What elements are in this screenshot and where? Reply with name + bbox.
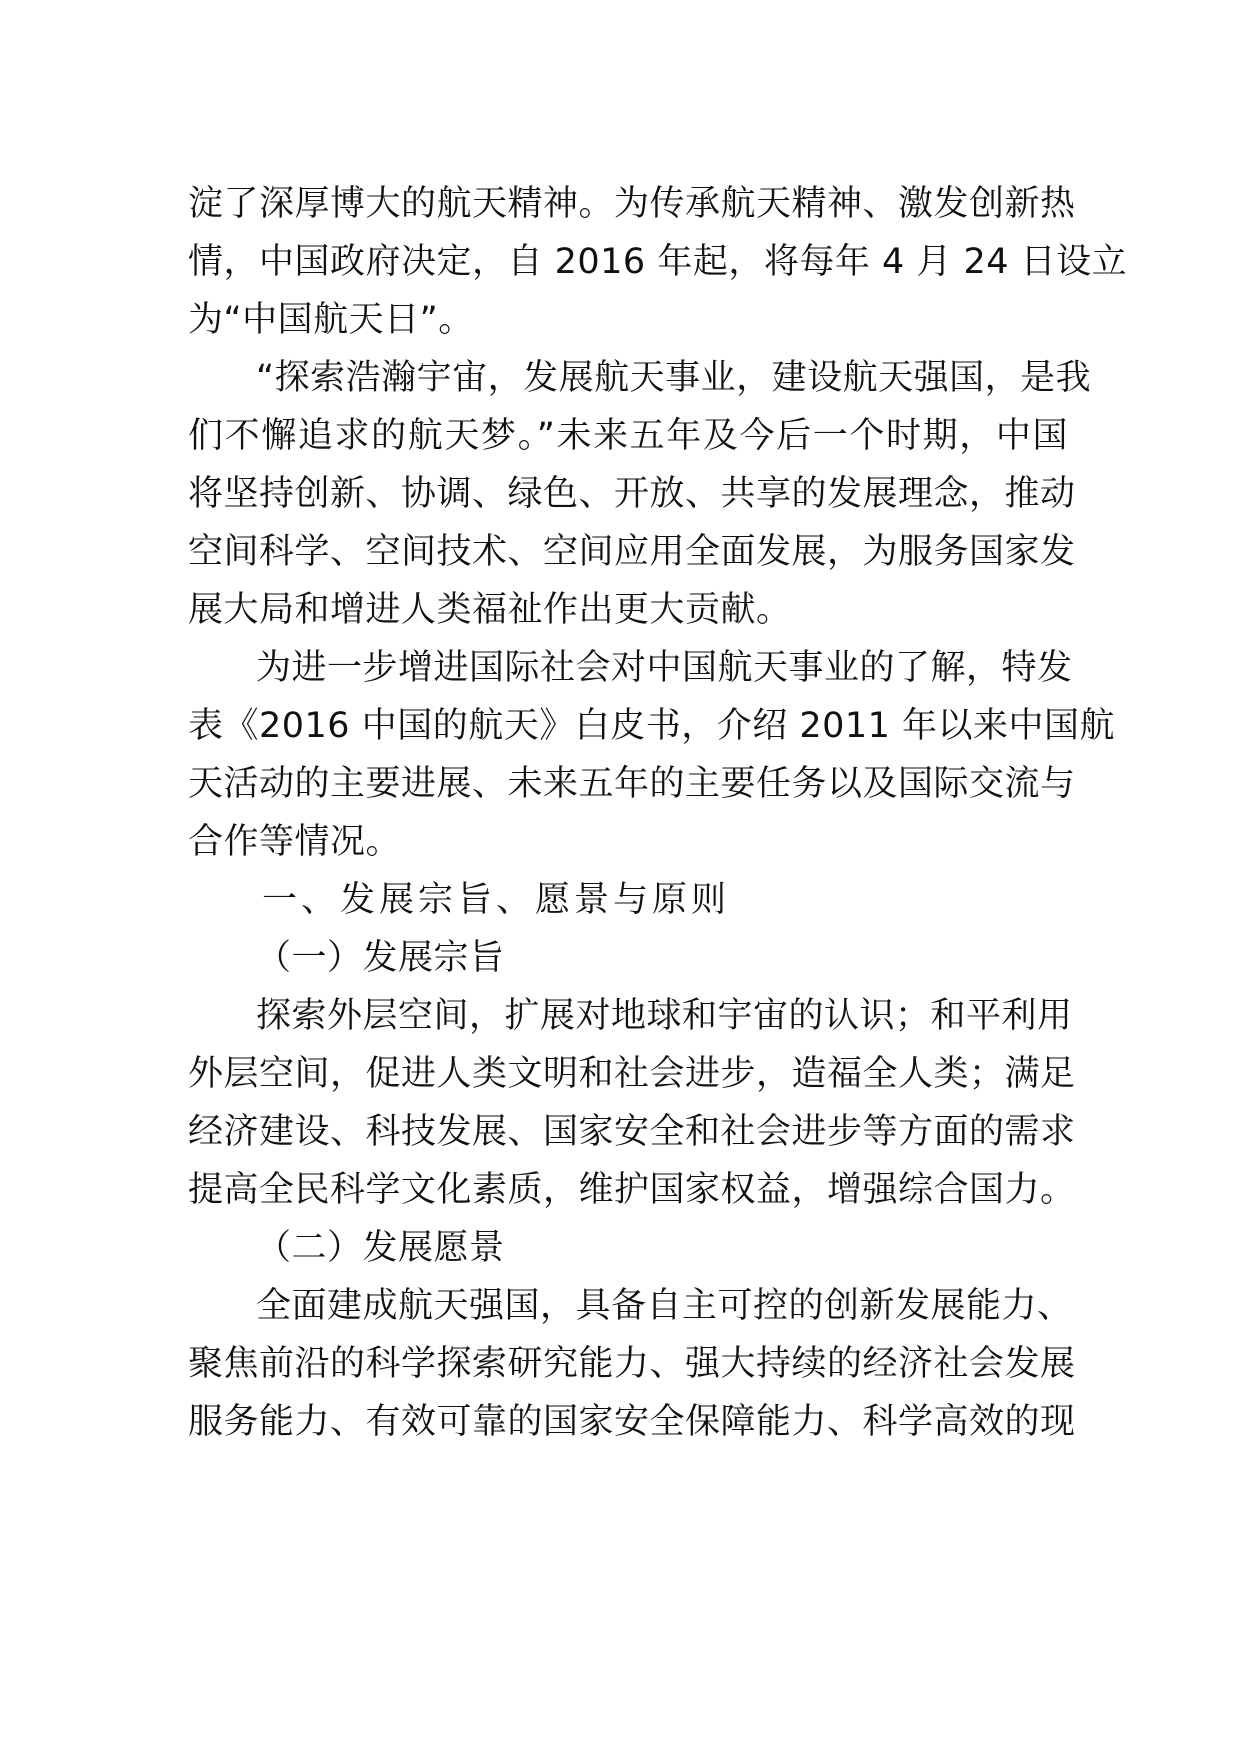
paragraph-line: 天活动的主要进展、未来五年的主要任务以及国际交流与 bbox=[188, 764, 1076, 804]
subsection-heading: （一）发展宗旨 bbox=[256, 938, 505, 978]
paragraph-line: 合作等情况。 bbox=[188, 822, 402, 862]
paragraph-line: 全面建成航天强国，具备自主可控的创新发展能力、 bbox=[256, 1286, 1073, 1326]
section-heading: 一、发展宗旨、愿景与原则 bbox=[262, 880, 731, 920]
paragraph-line: 为进一步增进国际社会对中国航天事业的了解，特发 bbox=[256, 648, 1073, 688]
paragraph-line: 服务能力、有效可靠的国家安全保障能力、科学高效的现 bbox=[188, 1402, 1076, 1442]
paragraph-line: 探索外层空间，扩展对地球和宇宙的认识；和平利用 bbox=[256, 996, 1073, 1036]
paragraph-line: 将坚持创新、协调、绿色、开放、共享的发展理念，推动 bbox=[188, 474, 1076, 514]
paragraph-line: 聚焦前沿的科学探索研究能力、强大持续的经济社会发展 bbox=[188, 1344, 1076, 1384]
paragraph-line: 展大局和增进人类福祉作出更大贡献。 bbox=[188, 590, 792, 630]
paragraph-line: 经济建设、科技发展、国家安全和社会进步等方面的需求 bbox=[188, 1112, 1076, 1152]
subsection-heading: （二）发展愿景 bbox=[256, 1228, 505, 1268]
paragraph-line: 为“中国航天日”。 bbox=[188, 300, 474, 340]
paragraph-line: 们不懈追求的航天梦。”未来五年及今后一个时期，中国 bbox=[188, 416, 1068, 456]
paragraph-line: 情，中国政府决定，自 2016 年起，将每年 4 月 24 日设立 bbox=[188, 242, 1128, 282]
paragraph-line: 淀了深厚博大的航天精神。为传承航天精神、激发创新热 bbox=[188, 184, 1076, 224]
paragraph-line: 提高全民科学文化素质，维护国家权益，增强综合国力。 bbox=[188, 1170, 1076, 1210]
paragraph-line: 表《2016 中国的航天》白皮书，介绍 2011 年以来中国航 bbox=[188, 706, 1116, 746]
paragraph-line: 空间科学、空间技术、空间应用全面发展，为服务国家发 bbox=[188, 532, 1076, 572]
paragraph-line: 外层空间，促进人类文明和社会进步，造福全人类；满足 bbox=[188, 1054, 1076, 1094]
paragraph-line: “探索浩瀚宇宙，发展航天事业，建设航天强国，是我 bbox=[256, 358, 1092, 398]
